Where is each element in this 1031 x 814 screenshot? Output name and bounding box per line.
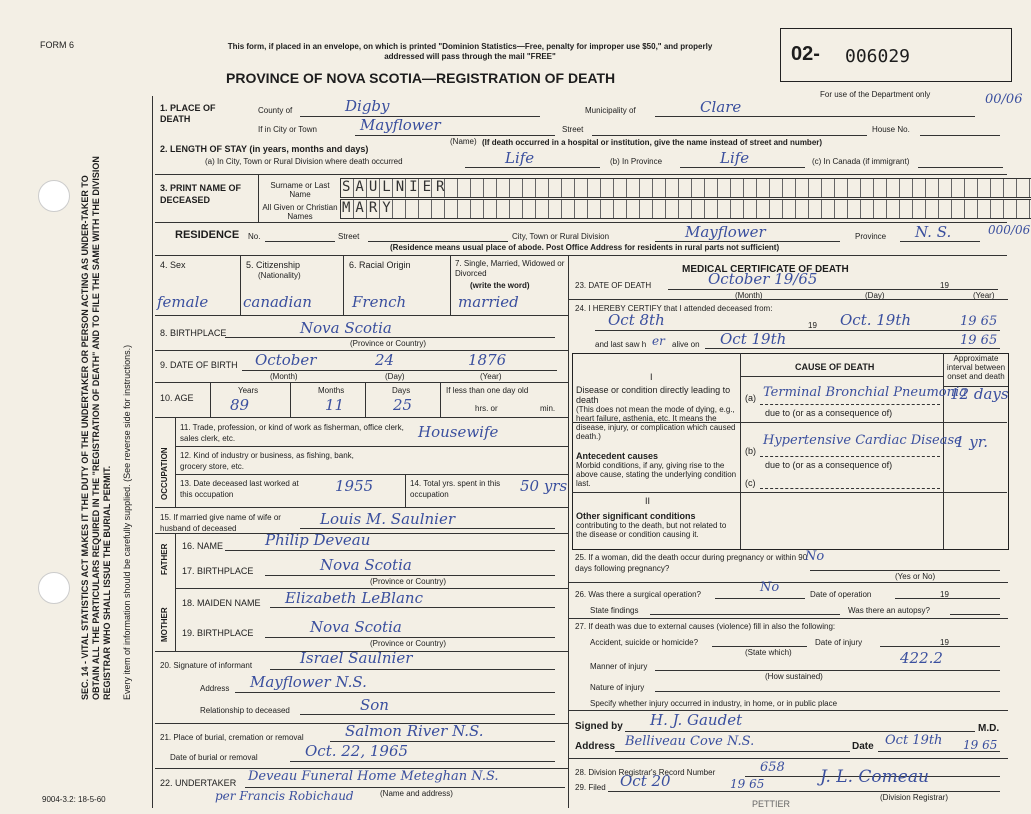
punch-hole <box>38 572 70 604</box>
address-value: Belliveau Cove N.S. <box>625 734 755 749</box>
divider <box>155 222 1007 223</box>
months-value: 11 <box>325 396 345 414</box>
f15-line <box>300 528 555 529</box>
divider <box>440 382 441 417</box>
dept-code: 00/06 <box>985 92 1023 107</box>
f24-line <box>595 330 1000 331</box>
surname-value: SAULNIER <box>342 179 450 195</box>
f27-accident-line <box>712 646 807 647</box>
f23-value: October 19/65 <box>708 270 818 288</box>
f24-from: Oct 8th <box>608 311 665 329</box>
f21-date: Oct. 22, 1965 <box>305 742 409 760</box>
f29-label: 29. Filed <box>575 783 606 792</box>
f13-value: 1955 <box>335 477 374 495</box>
f29-registrar-label: (Division Registrar) <box>880 793 949 802</box>
f21-date-line <box>290 761 555 762</box>
divider <box>365 382 366 417</box>
f28-label: 28. Division Registrar's Record Number <box>575 768 716 777</box>
city-label: If in City or Town <box>258 125 317 134</box>
f19-line <box>265 637 555 638</box>
f24-to: Oct. 19th <box>840 311 912 329</box>
f27-nature-line <box>655 691 1000 692</box>
f22-value: Deveau Funeral Home Meteghan N.S. <box>248 769 499 784</box>
reg-prefix: 02- <box>791 43 820 65</box>
less-label: If less than one day old <box>446 386 529 395</box>
given-cells <box>340 199 1031 219</box>
occupation-label: OCCUPATION <box>160 447 169 500</box>
divider <box>155 174 1007 175</box>
f3-label: 3. PRINT NAME OF DECEASED <box>160 183 242 205</box>
form-label: FORM 6 <box>40 40 75 50</box>
f21-place: Salmon River N.S. <box>345 722 484 740</box>
f29-registrar: J. L. Comeau <box>820 767 929 787</box>
divider <box>175 446 568 447</box>
antecedent-note: Morbid conditions, if any, giving rise to the above cause, stating the underlying condition last. <box>576 461 737 488</box>
f9-line <box>242 370 557 371</box>
f15-value: Louis M. Saulnier <box>320 510 455 528</box>
f4-label: 4. Sex <box>160 260 186 270</box>
f20-line <box>270 669 555 670</box>
f9-month-label: (Month) <box>270 372 298 381</box>
f26-value: No <box>760 580 780 595</box>
date-label: Date <box>852 741 874 752</box>
divider <box>175 417 176 507</box>
f24-last-he: er <box>652 334 665 348</box>
house-label: House No. <box>872 125 910 134</box>
sec14-note: SEC. 14 - VITAL STATISTICS ACT MAKES IT THE DUTY OF THE UNDERTAKER OR PERSON ACTING AS UNDER-TAKER TO OBTAIN ALL THE PARTICULARS REQUIRED IN THE "REGISTRATION OF DEATH" AND TO FILE THE SAME WITH THE DIVISION REGISTRAR WHO SHALL ISSUE THE BURIAL PERMIT. <box>80 156 112 700</box>
f2a-value: Life <box>505 149 535 167</box>
mother-label: MOTHER <box>160 607 169 642</box>
address-line <box>615 751 850 752</box>
cause-c-label: (c) <box>745 478 756 488</box>
residence-label: RESIDENCE <box>175 229 240 241</box>
hrs-label: hrs. or <box>475 404 498 413</box>
f9-day-label: (Day) <box>385 372 405 381</box>
address-label: Address <box>575 741 616 752</box>
f20-relation-line <box>300 714 555 715</box>
name-sub: (Name) <box>450 137 477 146</box>
months-label: Months <box>318 386 345 395</box>
f20-relation-label: Relationship to deceased <box>200 706 290 715</box>
municipality-label: Municipality of <box>585 106 636 115</box>
left-border <box>152 96 153 808</box>
f16-value: Philip Deveau <box>265 531 371 549</box>
county-label: County of <box>258 106 293 115</box>
f8-value: Nova Scotia <box>300 319 392 337</box>
f1-label: 1. PLACE OF DEATH <box>160 103 216 124</box>
f5-value: canadian <box>243 293 312 311</box>
f17-sub: (Province or Country) <box>370 577 447 586</box>
f20-address: Mayflower N.S. <box>250 673 367 691</box>
other-label: Other significant conditions <box>576 511 696 521</box>
f29-year: 19 65 <box>730 777 765 791</box>
res-no-line <box>265 241 335 242</box>
f2c-line <box>918 167 1003 168</box>
f22-extra: per Francis Robichaud <box>215 789 354 803</box>
divider <box>740 376 943 377</box>
divider <box>155 382 568 383</box>
cause-a-label: (a) <box>745 393 756 403</box>
f23-year-label: (Year) <box>973 291 995 300</box>
f29-line <box>608 791 1000 792</box>
stamp: PETTIER <box>752 799 791 809</box>
punch-hole <box>38 180 70 212</box>
surname-label: Surname or Last Name <box>270 181 330 199</box>
due-to-a: due to (or as a consequence of) <box>765 408 893 418</box>
f20-relation: Son <box>360 696 389 714</box>
medical-title: MEDICAL CERTIFICATE OF DEATH <box>682 264 849 275</box>
divider <box>572 422 1007 423</box>
years-label: Years <box>238 386 259 395</box>
f26-date-label: Date of operation <box>810 590 872 599</box>
f25-value: No <box>805 549 825 564</box>
disease-note: (This does not mean the mode of dying, e.g., heart failure, asthenia, etc. It means the disease, injury, or complication which caused death.) <box>576 405 736 441</box>
f23-year: 19 <box>940 281 949 290</box>
municipality-value: Clare <box>700 98 742 116</box>
registration-number-box <box>780 28 1012 82</box>
county-value: Digby <box>345 97 390 115</box>
divider <box>155 417 568 418</box>
f21-label: 21. Place of burial, cremation or removal <box>160 733 304 742</box>
mail-notice: This form, if placed in an envelope, on which is printed "Dominion Statistics—Free, penalty for improper use $50," and properly addressed will pass through the mail "FREE" <box>227 42 713 61</box>
hospital-note: (If death occurred in a hospital or institution, give the name instead of street and number) <box>482 138 823 147</box>
street-line <box>592 135 867 136</box>
f23-label: 23. DATE OF DEATH <box>575 281 652 290</box>
f27-manner-label: Manner of injury <box>590 662 648 671</box>
reg-number: 006029 <box>845 46 911 67</box>
street-label: Street <box>562 125 584 134</box>
father-label: FATHER <box>160 543 169 575</box>
f22-sub: (Name and address) <box>380 789 453 798</box>
f26-findings-line <box>650 614 840 615</box>
f27-manner-line <box>655 670 1000 671</box>
given-value: MARY <box>342 200 396 216</box>
divider <box>155 315 568 316</box>
f26-findings-label: State findings <box>590 606 639 615</box>
f2a-label: (a) In City, Town or Rural Division where death occurred <box>205 157 403 166</box>
f9-label: 9. DATE OF BIRTH <box>160 360 238 370</box>
cause-a: Terminal Bronchial Pneumonia <box>763 385 967 400</box>
res-city-line <box>655 241 840 242</box>
f2c-label: (c) In Canada (if immigrant) <box>812 157 910 166</box>
f24-last-mid: alive on <box>672 340 700 349</box>
f19-label: 19. BIRTHPLACE <box>182 628 254 638</box>
f19-value: Nova Scotia <box>310 618 402 636</box>
f5-label: 5. Citizenship <box>246 260 301 270</box>
res-code: 000/06 <box>988 223 1031 237</box>
antecedent-label: Antecedent causes <box>576 451 659 461</box>
divider <box>450 255 451 315</box>
f23-month-label: (Month) <box>735 291 763 300</box>
f4-value: female <box>157 293 209 311</box>
divider <box>155 507 568 508</box>
f17-line <box>265 575 555 576</box>
f12-label: 12. Kind of industry or business, as fishing, bank, grocery store, etc. <box>180 451 354 471</box>
f20-address-label: Address <box>200 684 230 693</box>
f17-value: Nova Scotia <box>320 556 412 574</box>
f18-value: Elizabeth LeBlanc <box>285 589 423 607</box>
res-province-label: Province <box>855 232 887 241</box>
divider <box>175 533 176 651</box>
f26-autopsy-line <box>950 614 1000 615</box>
cause-b-line <box>760 456 940 457</box>
f27-sustained-label: (How sustained) <box>765 672 823 681</box>
cause-b-label: (b) <box>745 446 756 456</box>
signed-line <box>625 731 975 732</box>
f24-to-year: 19 65 <box>960 314 998 329</box>
f2b-line <box>680 167 805 168</box>
divider <box>568 758 1008 759</box>
f9-month: October <box>255 351 317 369</box>
f7-sub: (write the word) <box>470 281 530 290</box>
divider <box>155 255 1007 256</box>
f2-label: 2. LENGTH OF STAY (in years, months and days) <box>160 144 369 154</box>
f22-label: 22. UNDERTAKER <box>160 778 237 788</box>
f8-line <box>225 337 555 338</box>
f25-label: 25. If a woman, did the death occur during pregnancy or within 90 days following pregnancy? <box>575 553 808 573</box>
divider <box>568 582 1008 583</box>
f24-mid: 19 <box>808 321 817 330</box>
f9-year: 1876 <box>468 351 507 369</box>
f5-sub: (Nationality) <box>258 271 301 280</box>
f2a-line <box>465 167 600 168</box>
disease-label: Disease or condition directly leading to death <box>576 385 731 405</box>
f14-value: 50 yrs <box>520 477 568 495</box>
f20-label: 20. Signature of informant <box>160 661 253 670</box>
f27-date-year: 19 <box>940 638 949 647</box>
every-item-note: Every item of information should be carefully supplied. (See reverse side for instructions.) <box>122 344 132 700</box>
f2b-value: Life <box>720 149 750 167</box>
f27-state-label: (State which) <box>745 648 792 657</box>
res-city-label: City, Town or Rural Division <box>512 232 610 241</box>
res-street-label: Street <box>338 232 360 241</box>
divider <box>405 474 406 507</box>
f24-last: Oct 19th <box>720 330 787 348</box>
divider <box>258 175 259 222</box>
md-label: M.D. <box>978 723 1000 734</box>
divider <box>343 255 344 315</box>
f20-address-line <box>235 692 555 693</box>
cause-b-interval: 1 yr. <box>955 433 989 451</box>
f24-last-line <box>705 348 1000 349</box>
city-value: Mayflower <box>360 116 441 134</box>
divider <box>568 618 1008 619</box>
f2b-label: (b) In Province <box>610 157 663 166</box>
date-year: 19 65 <box>963 738 998 752</box>
min-label: min. <box>540 404 556 413</box>
f18-label: 18. MAIDEN NAME <box>182 598 261 608</box>
city-line <box>355 135 555 136</box>
days-value: 25 <box>393 396 413 414</box>
f7-value: married <box>458 293 519 311</box>
f21-date-label: Date of burial or removal <box>170 753 258 762</box>
divider <box>943 353 944 549</box>
f23-day-label: (Day) <box>865 291 885 300</box>
dept-use-label: For use of the Department only <box>820 90 931 99</box>
f18-line <box>270 607 555 608</box>
res-province-line <box>900 241 980 242</box>
f26-line <box>715 598 805 599</box>
footer-code: 9004-3.2: 18-5-60 <box>42 795 106 804</box>
house-line <box>920 135 1000 136</box>
signed-label: Signed by <box>575 721 623 732</box>
divider <box>210 382 211 417</box>
f14-label: 14. Total yrs. spent in this occupation <box>410 479 501 499</box>
res-no-label: No. <box>248 232 261 241</box>
column-divider <box>568 255 569 808</box>
divider <box>155 350 568 351</box>
given-label: All Given or Christian Names <box>262 203 338 221</box>
f26-autopsy-label: Was there an autopsy? <box>848 606 930 615</box>
f6-label: 6. Racial Origin <box>349 260 411 270</box>
f24-label: 24. I HEREBY CERTIFY that I attended deceased from: <box>575 304 773 313</box>
f7-label: 7. Single, Married, Widowed or Divorced <box>455 259 565 278</box>
cause-c-line <box>760 488 940 489</box>
f24-last-year: 19 65 <box>960 333 998 348</box>
due-to-b: due to (or as a consequence of) <box>765 460 893 470</box>
res-province-value: N. S. <box>915 223 952 241</box>
f24-last-label: and last saw h <box>595 340 647 349</box>
divider <box>290 382 291 417</box>
f25-sub: (Yes or No) <box>895 572 936 581</box>
f20-value: Israel Saulnier <box>300 649 413 667</box>
f27-code: 422.2 <box>900 649 943 667</box>
interval-title: Approximate interval between onset and death <box>946 354 1006 381</box>
f16-line <box>225 550 555 551</box>
f27-label: 27. If death was due to external causes (violence) fill in also the following: <box>575 622 836 631</box>
cause-title: CAUSE OF DEATH <box>795 362 875 372</box>
municipality-line <box>655 116 975 117</box>
divider <box>568 299 1008 300</box>
years-value: 89 <box>230 396 250 414</box>
divider <box>240 255 241 315</box>
divider <box>175 474 568 475</box>
signed-value: H. J. Gaudet <box>650 711 743 729</box>
days-label: Days <box>392 386 411 395</box>
f27-specify-label: Specify whether injury occurred in industry, in home, or in public place <box>590 699 838 708</box>
f9-day: 24 <box>375 351 395 369</box>
divider <box>572 492 1007 493</box>
form-title: PROVINCE OF NOVA SCOTIA—REGISTRATION OF DEATH <box>226 70 616 86</box>
cause-a-interval: 12 days <box>950 385 1009 403</box>
f13-label: 13. Date deceased last worked at this occupation <box>180 479 299 499</box>
f8-sub: (Province or Country) <box>350 339 427 348</box>
f11-label: 11. Trade, profession, or kind of work as fisherman, office clerk, sales clerk, etc. <box>180 423 404 443</box>
f27-accident-label: Accident, suicide or homicide? <box>590 638 699 647</box>
f26-label: 26. Was there a surgical operation? <box>575 590 701 599</box>
f11-value: Housewife <box>418 423 499 441</box>
f25-line <box>810 570 1000 571</box>
date-value: Oct 19th <box>885 733 943 748</box>
f29-value: Oct 20 <box>620 772 671 790</box>
f16-label: 16. NAME <box>182 541 224 551</box>
cause-b: Hypertensive Cardiac Disease <box>763 433 962 448</box>
roman-one: I <box>650 372 653 382</box>
roman-two: II <box>645 496 651 506</box>
divider <box>740 353 741 549</box>
f15-label: 15. If married give name of wife or husband of deceased <box>160 513 281 533</box>
f10-label: 10. AGE <box>160 393 194 403</box>
f6-value: French <box>352 293 407 311</box>
f26-date-year: 19 <box>940 590 949 599</box>
cause-a-line <box>760 404 940 405</box>
f27-date-label: Date of injury <box>815 638 863 647</box>
res-street-line <box>368 241 508 242</box>
divider <box>568 710 1008 711</box>
f28-value: 658 <box>760 760 785 775</box>
f8-label: 8. BIRTHPLACE <box>160 328 227 338</box>
res-note: (Residence means usual place of abode. Post Office Address for residents in rural parts not sufficient) <box>390 243 780 252</box>
f9-year-label: (Year) <box>480 372 502 381</box>
f27-nature-label: Nature of injury <box>590 683 645 692</box>
f17-label: 17. BIRTHPLACE <box>182 566 254 576</box>
other-note: contributing to the death, but not related to the disease or condition causing it. <box>576 521 727 539</box>
f19-sub: (Province or Country) <box>370 639 447 648</box>
res-city-value: Mayflower <box>685 223 766 241</box>
